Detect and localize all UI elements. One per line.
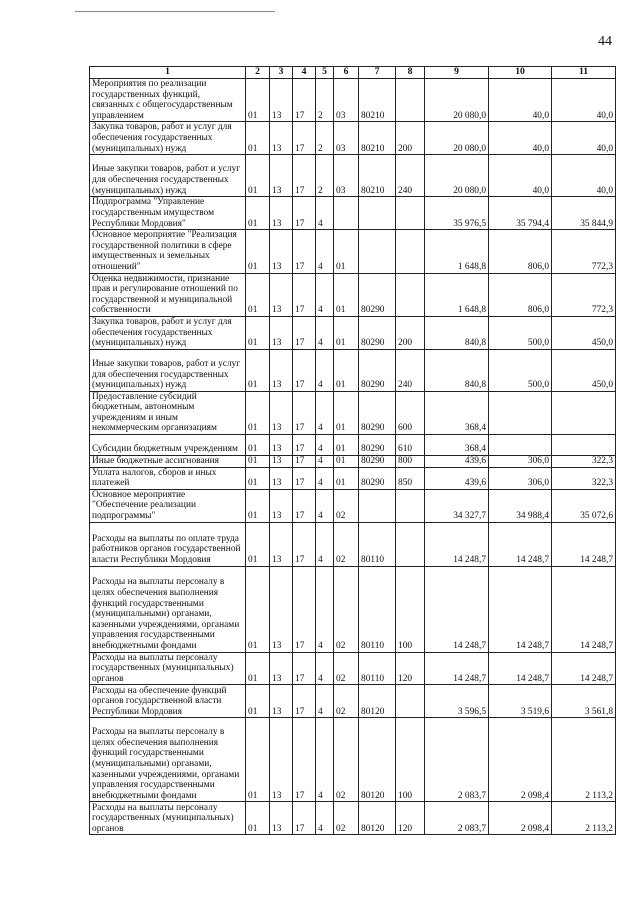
cell-amount-2019: 3 596,5 — [425, 685, 489, 718]
cell-subprogram: 2 — [316, 122, 334, 155]
cell-subsection: 13 — [270, 467, 293, 489]
cell-subsection: 13 — [270, 718, 293, 802]
cell-direction: 80290 — [359, 456, 396, 468]
cell-amount-2019: 840,8 — [425, 349, 489, 391]
row-name-cell: Уплата налогов, сборов и иных платежей — [90, 467, 246, 489]
cell-direction: 80120 — [359, 685, 396, 718]
cell-amount-2020: 806,0 — [489, 273, 552, 316]
cell-amount-2020: 2 098,4 — [489, 718, 552, 802]
cell-expense-type — [396, 522, 425, 566]
row-name-cell: Основное мероприятие "Реализация государственной политики в сфере имущественных и земельных отношений" — [90, 230, 246, 273]
cell-program: 17 — [293, 456, 316, 468]
cell-event: 01 — [334, 316, 359, 349]
table-row — [90, 522, 616, 566]
cell-amount-2021: 40,0 — [552, 122, 616, 155]
cell-amount-2021: 14 248,7 — [552, 652, 616, 685]
row-name-cell: Основное мероприятие "Обеспечение реализации подпрограммы" — [90, 489, 246, 522]
cell-amount-2020: 14 248,7 — [489, 652, 552, 685]
cell-subprogram: 2 — [316, 155, 334, 197]
cell-subprogram: 4 — [316, 489, 334, 522]
cell-program: 17 — [293, 316, 316, 349]
cell-amount-2020: 14 248,7 — [489, 522, 552, 566]
cell-amount-2019: 20 080,0 — [425, 122, 489, 155]
row-name-cell: Закупка товаров, работ и услуг для обеспечения государственных (муниципальных) нужд — [90, 122, 246, 155]
cell-expense-type — [396, 79, 425, 122]
cell-section: 01 — [246, 155, 270, 197]
table-body — [90, 79, 616, 835]
cell-expense-type: 100 — [396, 566, 425, 652]
table-row — [90, 122, 616, 155]
cell-subprogram: 4 — [316, 230, 334, 273]
cell-amount-2021: 35 844,9 — [552, 197, 616, 230]
cell-program: 17 — [293, 230, 316, 273]
cell-expense-type: 800 — [396, 456, 425, 468]
cell-subsection: 13 — [270, 391, 293, 434]
cell-expense-type — [396, 197, 425, 230]
table-row — [90, 435, 616, 456]
cell-amount-2020: 14 248,7 — [489, 566, 552, 652]
cell-amount-2020: 2 098,4 — [489, 802, 552, 835]
cell-program: 17 — [293, 566, 316, 652]
budget-table — [89, 66, 616, 835]
row-name-cell: Расходы на выплаты персоналу в целях обеспечения выполнения функций государственными (муниципальными) органами, казенными учреждениями, органами управления государственными внебюджетными фондами — [90, 718, 246, 802]
table-row — [90, 273, 616, 316]
cell-amount-2021 — [552, 391, 616, 434]
table-row — [90, 456, 616, 468]
table-row — [90, 685, 616, 718]
cell-section: 01 — [246, 489, 270, 522]
cell-direction: 80290 — [359, 391, 396, 434]
cell-direction — [359, 230, 396, 273]
cell-expense-type: 200 — [396, 122, 425, 155]
table-row — [90, 566, 616, 652]
cell-program: 17 — [293, 197, 316, 230]
cell-subprogram: 4 — [316, 522, 334, 566]
cell-subsection: 13 — [270, 489, 293, 522]
cell-amount-2019: 14 248,7 — [425, 522, 489, 566]
cell-subsection: 13 — [270, 566, 293, 652]
row-name-cell: Расходы на выплаты персоналу государственных (муниципальных) органов — [90, 802, 246, 835]
cell-direction — [359, 197, 396, 230]
cell-amount-2020: 306,0 — [489, 467, 552, 489]
cell-expense-type: 240 — [396, 349, 425, 391]
cell-event: 02 — [334, 718, 359, 802]
row-name-cell: Закупка товаров, работ и услуг для обеспечения государственных (муниципальных) нужд — [90, 316, 246, 349]
table-row — [90, 79, 616, 122]
cell-subsection: 13 — [270, 802, 293, 835]
cell-subsection: 13 — [270, 685, 293, 718]
row-name-cell: Оценка недвижимости, признание прав и регулирование отношений по государственной и муниципальной собственности — [90, 273, 246, 316]
cell-amount-2019: 20 080,0 — [425, 79, 489, 122]
cell-program: 17 — [293, 122, 316, 155]
cell-section: 01 — [246, 273, 270, 316]
cell-subsection: 13 — [270, 122, 293, 155]
cell-amount-2020 — [489, 435, 552, 456]
cell-section: 01 — [246, 467, 270, 489]
cell-subprogram: 4 — [316, 456, 334, 468]
cell-direction: 80210 — [359, 155, 396, 197]
row-name-cell: Расходы на выплаты персоналу государственных (муниципальных) органов — [90, 652, 246, 685]
cell-amount-2021: 2 113,2 — [552, 802, 616, 835]
cell-event: 02 — [334, 652, 359, 685]
cell-amount-2019: 20 080,0 — [425, 155, 489, 197]
cell-program: 17 — [293, 467, 316, 489]
cell-program: 17 — [293, 685, 316, 718]
cell-amount-2021: 772,3 — [552, 273, 616, 316]
cell-direction: 80110 — [359, 522, 396, 566]
cell-amount-2019: 439,6 — [425, 467, 489, 489]
cell-amount-2019: 14 248,7 — [425, 652, 489, 685]
cell-subsection: 13 — [270, 155, 293, 197]
cell-subsection: 13 — [270, 316, 293, 349]
cell-program: 17 — [293, 522, 316, 566]
cell-section: 01 — [246, 522, 270, 566]
cell-subsection: 13 — [270, 652, 293, 685]
row-name-cell: Субсидии бюджетным учреждениям — [90, 435, 246, 456]
cell-subsection: 13 — [270, 273, 293, 316]
cell-subprogram: 4 — [316, 316, 334, 349]
cell-expense-type: 850 — [396, 467, 425, 489]
table-row — [90, 718, 616, 802]
cell-amount-2019: 840,8 — [425, 316, 489, 349]
cell-subprogram: 4 — [316, 435, 334, 456]
cell-event: 01 — [334, 467, 359, 489]
cell-amount-2021: 450,0 — [552, 349, 616, 391]
cell-event: 01 — [334, 391, 359, 434]
cell-subsection: 13 — [270, 522, 293, 566]
column-header-6: 6 — [334, 67, 359, 79]
column-header-7: 7 — [359, 67, 396, 79]
cell-direction: 80210 — [359, 122, 396, 155]
cell-program: 17 — [293, 802, 316, 835]
cell-event: 01 — [334, 273, 359, 316]
table-row — [90, 802, 616, 835]
cell-direction: 80110 — [359, 652, 396, 685]
column-header-2: 2 — [246, 67, 270, 79]
column-header-1: 1 — [90, 67, 246, 79]
cell-amount-2021: 35 072,6 — [552, 489, 616, 522]
cell-amount-2019: 2 083,7 — [425, 718, 489, 802]
cell-amount-2019: 368,4 — [425, 435, 489, 456]
cell-expense-type — [396, 685, 425, 718]
table-row — [90, 155, 616, 197]
cell-direction: 80120 — [359, 802, 396, 835]
cell-subprogram: 2 — [316, 79, 334, 122]
cell-amount-2019: 368,4 — [425, 391, 489, 434]
cell-event: 01 — [334, 349, 359, 391]
cell-amount-2021 — [552, 435, 616, 456]
cell-direction — [359, 489, 396, 522]
cell-expense-type — [396, 489, 425, 522]
cell-amount-2020: 34 988,4 — [489, 489, 552, 522]
column-header-4: 4 — [293, 67, 316, 79]
table-row — [90, 489, 616, 522]
cell-section: 01 — [246, 652, 270, 685]
cell-amount-2019: 439,6 — [425, 456, 489, 468]
cell-direction: 80120 — [359, 718, 396, 802]
cell-amount-2020 — [489, 391, 552, 434]
table-row — [90, 349, 616, 391]
row-name-cell: Подпрограмма "Управление государственным имуществом Республики Мордовия" — [90, 197, 246, 230]
cell-amount-2019: 1 648,8 — [425, 273, 489, 316]
column-header-11: 11 — [552, 67, 616, 79]
cell-amount-2021: 450,0 — [552, 316, 616, 349]
cell-event: 03 — [334, 79, 359, 122]
cell-direction: 80290 — [359, 467, 396, 489]
cell-amount-2020: 3 519,6 — [489, 685, 552, 718]
page-number: 44 — [598, 34, 612, 49]
cell-amount-2020: 40,0 — [489, 122, 552, 155]
cell-expense-type: 120 — [396, 802, 425, 835]
cell-expense-type — [396, 230, 425, 273]
cell-event: 01 — [334, 456, 359, 468]
row-name-cell: Предоставление субсидий бюджетным, автономным учреждениям и иным некоммерческим организациям — [90, 391, 246, 434]
cell-subprogram: 4 — [316, 391, 334, 434]
cell-subprogram: 4 — [316, 349, 334, 391]
cell-section: 01 — [246, 197, 270, 230]
cell-amount-2020: 806,0 — [489, 230, 552, 273]
table-row — [90, 197, 616, 230]
cell-subsection: 13 — [270, 456, 293, 468]
cell-amount-2020: 500,0 — [489, 349, 552, 391]
cell-section: 01 — [246, 685, 270, 718]
cell-amount-2019: 34 327,7 — [425, 489, 489, 522]
cell-expense-type: 610 — [396, 435, 425, 456]
cell-amount-2020: 40,0 — [489, 155, 552, 197]
column-header-8: 8 — [396, 67, 425, 79]
cell-section: 01 — [246, 718, 270, 802]
cell-expense-type: 120 — [396, 652, 425, 685]
cell-subprogram: 4 — [316, 652, 334, 685]
cell-subsection: 13 — [270, 230, 293, 273]
cell-subprogram: 4 — [316, 566, 334, 652]
cell-section: 01 — [246, 316, 270, 349]
cell-amount-2020: 306,0 — [489, 456, 552, 468]
cell-program: 17 — [293, 79, 316, 122]
row-name-cell: Расходы на выплаты персоналу в целях обеспечения выполнения функций государственными (муниципальными) органами, казенными учреждениями, органами управления государственными внебюджетными фондами — [90, 566, 246, 652]
table-row — [90, 316, 616, 349]
cell-amount-2021: 14 248,7 — [552, 566, 616, 652]
cell-amount-2021: 322,3 — [552, 456, 616, 468]
cell-amount-2021: 2 113,2 — [552, 718, 616, 802]
cell-event: 02 — [334, 522, 359, 566]
cell-amount-2021: 772,3 — [552, 230, 616, 273]
column-header-3: 3 — [270, 67, 293, 79]
cell-section: 01 — [246, 79, 270, 122]
cell-amount-2021: 14 248,7 — [552, 522, 616, 566]
cell-direction: 80290 — [359, 273, 396, 316]
cell-subsection: 13 — [270, 197, 293, 230]
cell-program: 17 — [293, 391, 316, 434]
cell-subprogram: 4 — [316, 718, 334, 802]
cell-expense-type: 100 — [396, 718, 425, 802]
cell-amount-2021: 40,0 — [552, 79, 616, 122]
cell-event: 01 — [334, 230, 359, 273]
cell-event: 03 — [334, 122, 359, 155]
table-row — [90, 391, 616, 434]
cell-subsection: 13 — [270, 349, 293, 391]
column-header-9: 9 — [425, 67, 489, 79]
cell-section: 01 — [246, 802, 270, 835]
cell-event: 02 — [334, 685, 359, 718]
cell-direction: 80210 — [359, 79, 396, 122]
cell-program: 17 — [293, 155, 316, 197]
cell-program: 17 — [293, 435, 316, 456]
cell-expense-type — [396, 273, 425, 316]
cell-direction: 80290 — [359, 349, 396, 391]
table-header-row — [90, 67, 616, 79]
cell-expense-type: 240 — [396, 155, 425, 197]
cell-program: 17 — [293, 652, 316, 685]
cell-amount-2020: 35 794,4 — [489, 197, 552, 230]
cell-program: 17 — [293, 718, 316, 802]
table-row — [90, 652, 616, 685]
cell-section: 01 — [246, 230, 270, 273]
cell-program: 17 — [293, 273, 316, 316]
cell-subsection: 13 — [270, 435, 293, 456]
column-header-5: 5 — [316, 67, 334, 79]
cell-direction: 80290 — [359, 435, 396, 456]
cell-amount-2021: 322,3 — [552, 467, 616, 489]
row-name-cell: Мероприятия по реализации государственных функций, связанных с общегосударственным управлением — [90, 79, 246, 122]
cell-section: 01 — [246, 391, 270, 434]
cell-amount-2019: 2 083,7 — [425, 802, 489, 835]
cell-section: 01 — [246, 122, 270, 155]
cell-amount-2021: 3 561,8 — [552, 685, 616, 718]
cell-program: 17 — [293, 489, 316, 522]
cell-subprogram: 4 — [316, 467, 334, 489]
cell-program: 17 — [293, 349, 316, 391]
cell-section: 01 — [246, 566, 270, 652]
cell-amount-2020: 500,0 — [489, 316, 552, 349]
cell-section: 01 — [246, 456, 270, 468]
cell-section: 01 — [246, 349, 270, 391]
table-row — [90, 467, 616, 489]
cell-amount-2019: 35 976,5 — [425, 197, 489, 230]
cell-expense-type: 600 — [396, 391, 425, 434]
cell-event: 01 — [334, 435, 359, 456]
cell-subsection: 13 — [270, 79, 293, 122]
cell-subprogram: 4 — [316, 685, 334, 718]
cell-expense-type: 200 — [396, 316, 425, 349]
cell-section: 01 — [246, 435, 270, 456]
scan-edge-line — [75, 11, 275, 12]
cell-amount-2021: 40,0 — [552, 155, 616, 197]
cell-event: 03 — [334, 155, 359, 197]
cell-amount-2019: 1 648,8 — [425, 230, 489, 273]
row-name-cell: Расходы на выплаты по оплате труда работников органов государственной власти Республики Мордовия — [90, 522, 246, 566]
row-name-cell: Иные бюджетные ассигнования — [90, 456, 246, 468]
row-name-cell: Расходы на обеспечение функций органов государственной власти Республики Мордовия — [90, 685, 246, 718]
cell-event: 02 — [334, 566, 359, 652]
cell-amount-2020: 40,0 — [489, 79, 552, 122]
cell-event: 02 — [334, 489, 359, 522]
cell-amount-2019: 14 248,7 — [425, 566, 489, 652]
cell-subprogram: 4 — [316, 273, 334, 316]
cell-event — [334, 197, 359, 230]
row-name-cell: Иные закупки товаров, работ и услуг для обеспечения государственных (муниципальных) нужд — [90, 349, 246, 391]
cell-subprogram: 4 — [316, 802, 334, 835]
cell-event: 02 — [334, 802, 359, 835]
cell-direction: 80290 — [359, 316, 396, 349]
cell-direction: 80110 — [359, 566, 396, 652]
cell-subprogram: 4 — [316, 197, 334, 230]
row-name-cell: Иные закупки товаров, работ и услуг для обеспечения государственных (муниципальных) нужд — [90, 155, 246, 197]
table-row — [90, 230, 616, 273]
column-header-10: 10 — [489, 67, 552, 79]
